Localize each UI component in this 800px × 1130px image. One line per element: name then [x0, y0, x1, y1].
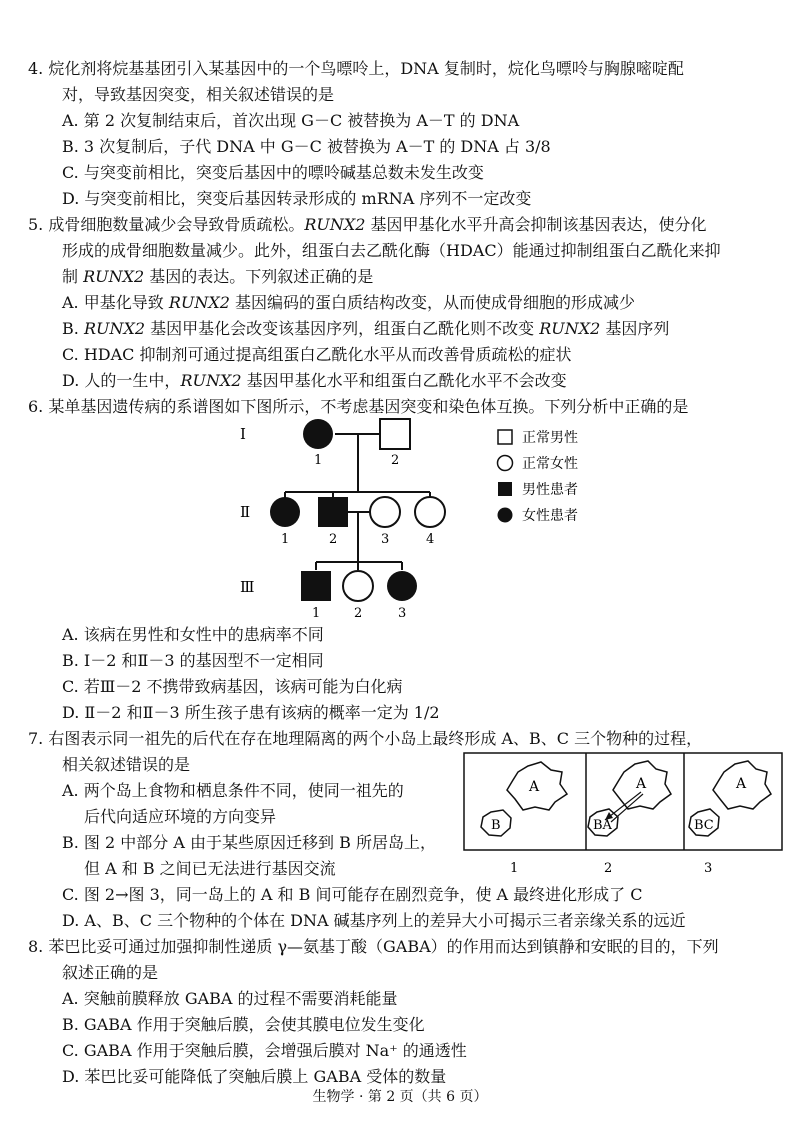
q4-option-c: C. 与突变前相比，突变后基因中的嘌呤碱基总数未发生改变 [62, 163, 484, 182]
q4-option-d: D. 与突变前相比，突变后基因转录形成的 mRNA 序列不一定改变 [62, 189, 532, 208]
q7-option-d: D. A、B、C 三个物种的个体在 DNA 碱基序列上的差异大小可揭示三者亲缘关系的远近 [62, 911, 686, 930]
legend-affected-male: 男性患者 [522, 482, 578, 498]
pedigree-iii2-normal-female [343, 571, 373, 601]
q8-option-a: A. 突触前膜释放 GABA 的过程不需要消耗能量 [62, 989, 398, 1008]
q7-option-a-line1: A. 两个岛上食物和栖息条件不同，使同一祖先的 [62, 781, 404, 800]
generation-label-3: Ⅲ [240, 578, 255, 596]
pedigree-label-ii1: 1 [281, 532, 290, 547]
q5-option-d: D. 人的一生中，RUNX2 基因甲基化水平和组蛋白乙酰化水平不会改变 [62, 371, 567, 390]
legend-affected-male-symbol [498, 482, 512, 496]
pedigree-label-iii1: 1 [312, 606, 321, 621]
q5-option-b: B. RUNX2 基因甲基化会改变该基因序列，组蛋白乙酰化则不改变 RUNX2 基因序列 [62, 319, 670, 338]
panel-number-1: 1 [510, 861, 519, 876]
q7-option-a-line2: 后代向适应环境的方向变异 [84, 807, 277, 826]
pedigree-label-i2: 2 [391, 453, 400, 468]
pedigree-i1-affected-female [303, 419, 333, 449]
legend-normal-male: 正常男性 [522, 430, 578, 446]
pedigree-ii1-affected-female [270, 497, 300, 527]
q4-stem-line1: 4. 烷化剂将烷基基团引入某基因中的一个鸟嘌呤上，DNA 复制时，烷化鸟嘌呤与胸腺嘧啶配 [28, 59, 684, 78]
legend-normal-female-symbol [498, 456, 513, 471]
island-label-3bc: BC [694, 818, 714, 833]
island-label-1b: B [491, 818, 501, 833]
island-label-2a: A [636, 776, 647, 792]
pedigree-label-ii3: 3 [381, 532, 390, 547]
q6-option-b: B. Ⅰ－2 和Ⅱ－3 的基因型不一定相同 [62, 651, 324, 670]
island-label-3a: A [736, 776, 747, 792]
generation-label-1: Ⅰ [240, 425, 246, 443]
island-label-2ba: BA [593, 818, 612, 833]
panel-number-3: 3 [704, 861, 713, 876]
page-footer: 生物学 · 第 2 页（共 6 页） [312, 1089, 488, 1105]
q6-option-c: C. 若Ⅲ－2 不携带致病基因，该病可能为白化病 [62, 677, 403, 696]
q5-stem-line3: 制 RUNX2 基因的表达。下列叙述正确的是 [62, 267, 374, 286]
q5-option-c: C. HDAC 抑制剂可通过提高组蛋白乙酰化水平从而改善骨质疏松的症状 [62, 345, 572, 364]
q7-option-b-line2: 但 A 和 B 之间已无法进行基因交流 [84, 859, 336, 878]
q6-stem: 6. 某单基因遗传病的系谱图如下图所示，不考虑基因突变和染色体互换。下列分析中正确的是 [28, 397, 689, 416]
pedigree-label-ii2: 2 [329, 532, 338, 547]
q5-option-a: A. 甲基化导致 RUNX2 基因编码的蛋白质结构改变，从而使成骨细胞的形成减少 [62, 293, 636, 312]
q7-option-b-line1: B. 图 2 中部分 A 由于某些原因迁移到 B 所居岛上， [62, 833, 436, 852]
pedigree-i2-normal-male [380, 419, 410, 449]
q8-option-c: C. GABA 作用于突触后膜，会增强后膜对 Na⁺ 的通透性 [62, 1041, 467, 1060]
q6-option-d: D. Ⅱ－2 和Ⅱ－3 所生孩子患有该病的概率一定为 1/2 [62, 703, 440, 722]
pedigree-iii3-affected-female [387, 571, 417, 601]
pedigree-iii1-affected-male [301, 571, 331, 601]
q8-stem-line1: 8. 苯巴比妥可通过加强抑制性递质 γ—氨基丁酸（GABA）的作用而达到镇静和安眠的目的，下列 [28, 937, 719, 956]
q4-option-b: B. 3 次复制后，子代 DNA 中 G－C 被替换为 A－T 的 DNA 占 3/8 [62, 137, 551, 156]
pedigree-chart [230, 412, 610, 622]
pedigree-ii3-normal-female [370, 497, 400, 527]
q8-stem-line2: 叙述正确的是 [62, 963, 159, 982]
pedigree-label-i1: 1 [314, 453, 323, 468]
q4-option-a: A. 第 2 次复制结束后，首次出现 G－C 被替换为 A－T 的 DNA [62, 111, 520, 130]
legend-normal-female: 正常女性 [522, 456, 578, 472]
generation-label-2: Ⅱ [240, 503, 251, 521]
pedigree-label-ii4: 4 [426, 532, 435, 547]
q5-stem-line1: 5. 成骨细胞数量减少会导致骨质疏松。RUNX2 基因甲基化水平升高会抑制该基因表达，使分化 [28, 215, 707, 234]
q4-stem-line2: 对，导致基因突变，相关叙述错误的是 [62, 85, 335, 104]
q8-option-b: B. GABA 作用于突触后膜，会使其膜电位发生变化 [62, 1015, 425, 1034]
pedigree-label-iii3: 3 [398, 606, 407, 621]
q7-option-c: C. 图 2→图 3，同一岛上的 A 和 B 间可能存在剧烈竞争，使 A 最终进化形成了 C [62, 885, 643, 904]
q7-stem-line1: 7. 右图表示同一祖先的后代在存在地理隔离的两个小岛上最终形成 A、B、C 三个物种的过程， [28, 729, 703, 748]
pedigree-label-iii2: 2 [354, 606, 363, 621]
q8-option-d: D. 苯巴比妥可能降低了突触后膜上 GABA 受体的数量 [62, 1067, 447, 1086]
island-speciation-figure [463, 752, 783, 880]
legend-affected-female: 女性患者 [522, 508, 578, 524]
panel-number-2: 2 [604, 861, 613, 876]
q6-option-a: A. 该病在男性和女性中的患病率不同 [62, 625, 324, 644]
legend-normal-male-symbol [498, 430, 512, 444]
island-label-1a: A [529, 779, 540, 795]
pedigree-ii2-affected-male [318, 497, 348, 527]
q7-stem-line2: 相关叙述错误的是 [62, 755, 191, 774]
pedigree-ii4-normal-female [415, 497, 445, 527]
q5-stem-line2: 形成的成骨细胞数量减少。此外，组蛋白去乙酰化酶（HDAC）能通过抑制组蛋白乙酰化来抑 [62, 241, 721, 260]
legend-affected-female-symbol [498, 508, 513, 523]
